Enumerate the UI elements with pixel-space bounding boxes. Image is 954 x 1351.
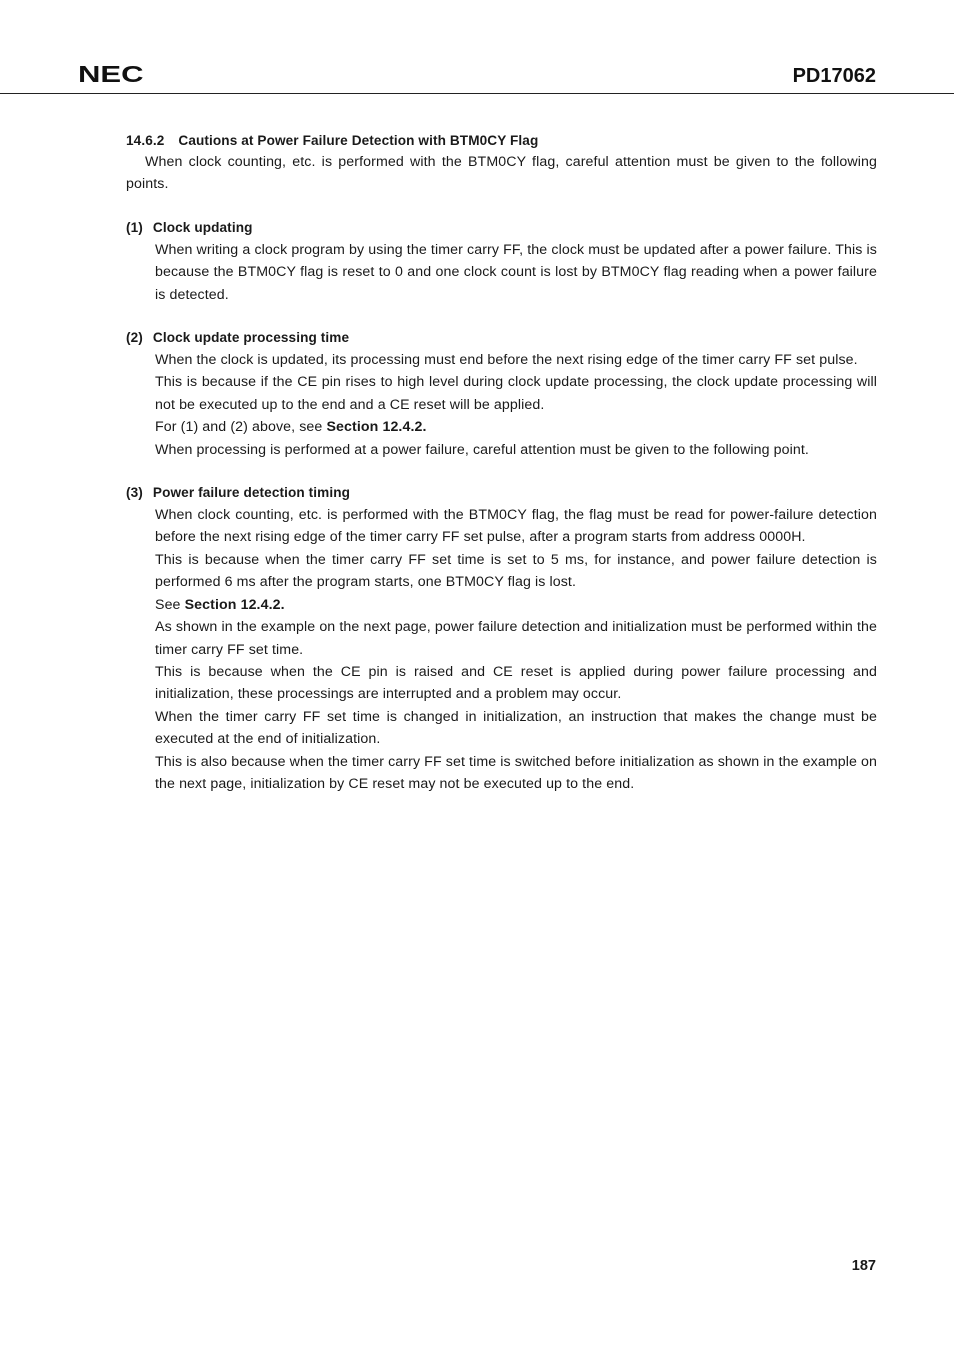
- page-content: [126, 131, 877, 795]
- item-body: [155, 349, 877, 461]
- paragraph: When writing a clock program by using the timer carry FF, the clock must be updated after a power failure. This is because the BTM0CY flag is reset to 0 and one clock count is lost by BTM0CY flag reading when a power failure is detected.: [155, 241, 877, 303]
- item-number: (2): [126, 330, 143, 346]
- item-title: Clock updating: [152, 219, 253, 235]
- item-power-failure-detection-timing: [126, 483, 877, 795]
- nec-logo: NEC: [78, 61, 144, 87]
- item-title: Power failure detection timing: [152, 485, 351, 501]
- item-heading: [126, 483, 877, 503]
- paragraph: This is also because when the timer carry FF set time is switched before initialization as shown in the example on the next page, initialization by CE reset may not be executed up to the end.: [155, 753, 877, 792]
- reference-prefix: For (1) and (2) above, see: [155, 419, 327, 436]
- paragraph-with-reference: [155, 594, 877, 616]
- paragraph-with-reference: [155, 416, 877, 438]
- section-heading: [126, 131, 877, 151]
- section-reference: Section 12.4.2.: [184, 596, 285, 613]
- paragraph: This is because when the timer carry FF set time is set to 5 ms, for instance, and power failure detection is performed 6 ms after the program starts, one BTM0CY flag is lost.: [155, 551, 877, 591]
- document-id: PD17062: [792, 65, 876, 87]
- page-header: [0, 0, 954, 94]
- paragraph: When the clock is updated, its processing must end before the next rising edge of the timer carry FF set pulse.: [155, 352, 858, 369]
- section-intro: When clock counting, etc. is performed with the BTM0CY flag, careful attention must be given to the following points.: [126, 154, 877, 193]
- item-number: (1): [126, 219, 143, 235]
- paragraph: This is because when the CE pin is raised and CE reset is applied during power failure processing and initialization, these processings are interrupted and a problem may occur.: [155, 663, 877, 703]
- paragraph: When clock counting, etc. is performed with the BTM0CY flag, the flag must be read for power-failure detection before the next rising edge of the timer carry FF set pulse, after a program starts from address 0000H.: [155, 507, 877, 546]
- reference-prefix: See: [155, 596, 185, 613]
- paragraph: When processing is performed at a power failure, careful attention must be given to the following point.: [155, 441, 809, 458]
- item-number: (3): [126, 485, 143, 501]
- item-body: [155, 504, 877, 795]
- section-number: 14.6.2: [126, 133, 165, 148]
- item-heading: [126, 328, 877, 348]
- header-divider: [0, 93, 954, 94]
- section-reference: Section 12.4.2.: [326, 419, 427, 436]
- paragraph: When the timer carry FF set time is changed in initialization, an instruction that makes the change must be executed at the end of initialization.: [155, 708, 877, 748]
- section-title: Cautions at Power Failure Detection with BTM0CY Flag: [178, 133, 539, 148]
- item-clock-updating: [126, 218, 877, 306]
- item-title: Clock update processing time: [152, 330, 350, 346]
- paragraph: This is because if the CE pin rises to high level during clock update processing, the clock update processing will not be executed up to the end and a CE reset will be applied.: [155, 374, 877, 413]
- paragraph: As shown in the example on the next page, power failure detection and initialization must be performed within the timer carry FF set time.: [155, 619, 877, 658]
- item-clock-update-processing-time: [126, 328, 877, 461]
- page-number: 187: [851, 1258, 876, 1274]
- item-heading: [126, 218, 877, 238]
- item-body: [155, 239, 877, 306]
